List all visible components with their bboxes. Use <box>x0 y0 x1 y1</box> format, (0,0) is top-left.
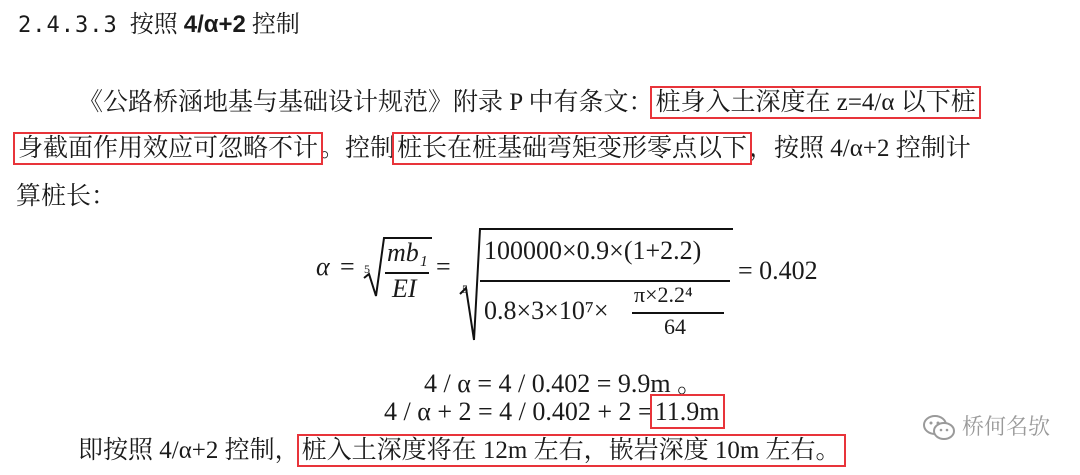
watermark <box>922 410 1050 442</box>
equals-sign: = <box>436 252 451 281</box>
highlight-box: 桩身入土深度在 z=4/α 以下桩 <box>655 89 976 116</box>
conclusion-prefix: 即按照 4/α+2 控制， <box>78 437 300 464</box>
paragraph-line-3: 算桩长： <box>16 183 117 210</box>
heading-formula: 4/α+2 <box>183 11 246 38</box>
paragraph-text: ，按照 4/α+2 控制计 <box>749 135 971 162</box>
paragraph-line-1 <box>78 86 978 120</box>
calc-line-2 <box>384 397 722 427</box>
heading-suffix: 控制 <box>251 12 300 38</box>
highlight-box: 桩长在桩基础弯矩变形零点以下 <box>397 135 748 162</box>
root-index: 5 <box>462 282 468 296</box>
watermark-text: 桥何名欤 <box>961 415 1050 440</box>
fraction-denominator: EI <box>392 274 417 303</box>
fraction-numerator: mb₁ <box>387 238 428 267</box>
inner-fraction-numerator: π×2.2⁴ <box>634 282 693 307</box>
highlight-box: 身截面作用效应可忽略不计 <box>18 135 319 162</box>
calc-expression: 4 / α + 2 = 4 / 0.402 + 2 = <box>384 397 653 426</box>
paragraph-text: 《公路桥涵地基与基础设计规范》附录 P 中有条文： <box>78 89 654 116</box>
highlight-box: 11.9m <box>654 397 720 426</box>
highlight-box: 桩入土深度将在 12m 左右，嵌岩深度 10m 左右。 <box>301 437 841 464</box>
fraction-denominator-left: 0.8×3×10⁷× <box>484 296 609 325</box>
formula-result: = 0.402 <box>738 256 818 285</box>
calc-line-1: 4 / α = 4 / 0.402 = 9.9m 。 <box>424 369 704 398</box>
root-index: 5 <box>364 262 370 276</box>
inner-fraction-denominator: 64 <box>664 314 686 339</box>
section-number: 2.4.3.3 <box>18 13 118 38</box>
equals-sign: = <box>340 252 355 281</box>
wechat-icon <box>922 414 956 442</box>
paragraph-line-2 <box>16 132 971 166</box>
conclusion-line <box>78 434 843 468</box>
section-heading <box>18 10 300 41</box>
heading-prefix: 按照 <box>129 12 178 38</box>
fraction-numerator: 100000×0.9×(1+2.2) <box>484 236 702 265</box>
paragraph-text: 。控制 <box>320 135 396 162</box>
alpha-symbol: α <box>316 252 330 281</box>
